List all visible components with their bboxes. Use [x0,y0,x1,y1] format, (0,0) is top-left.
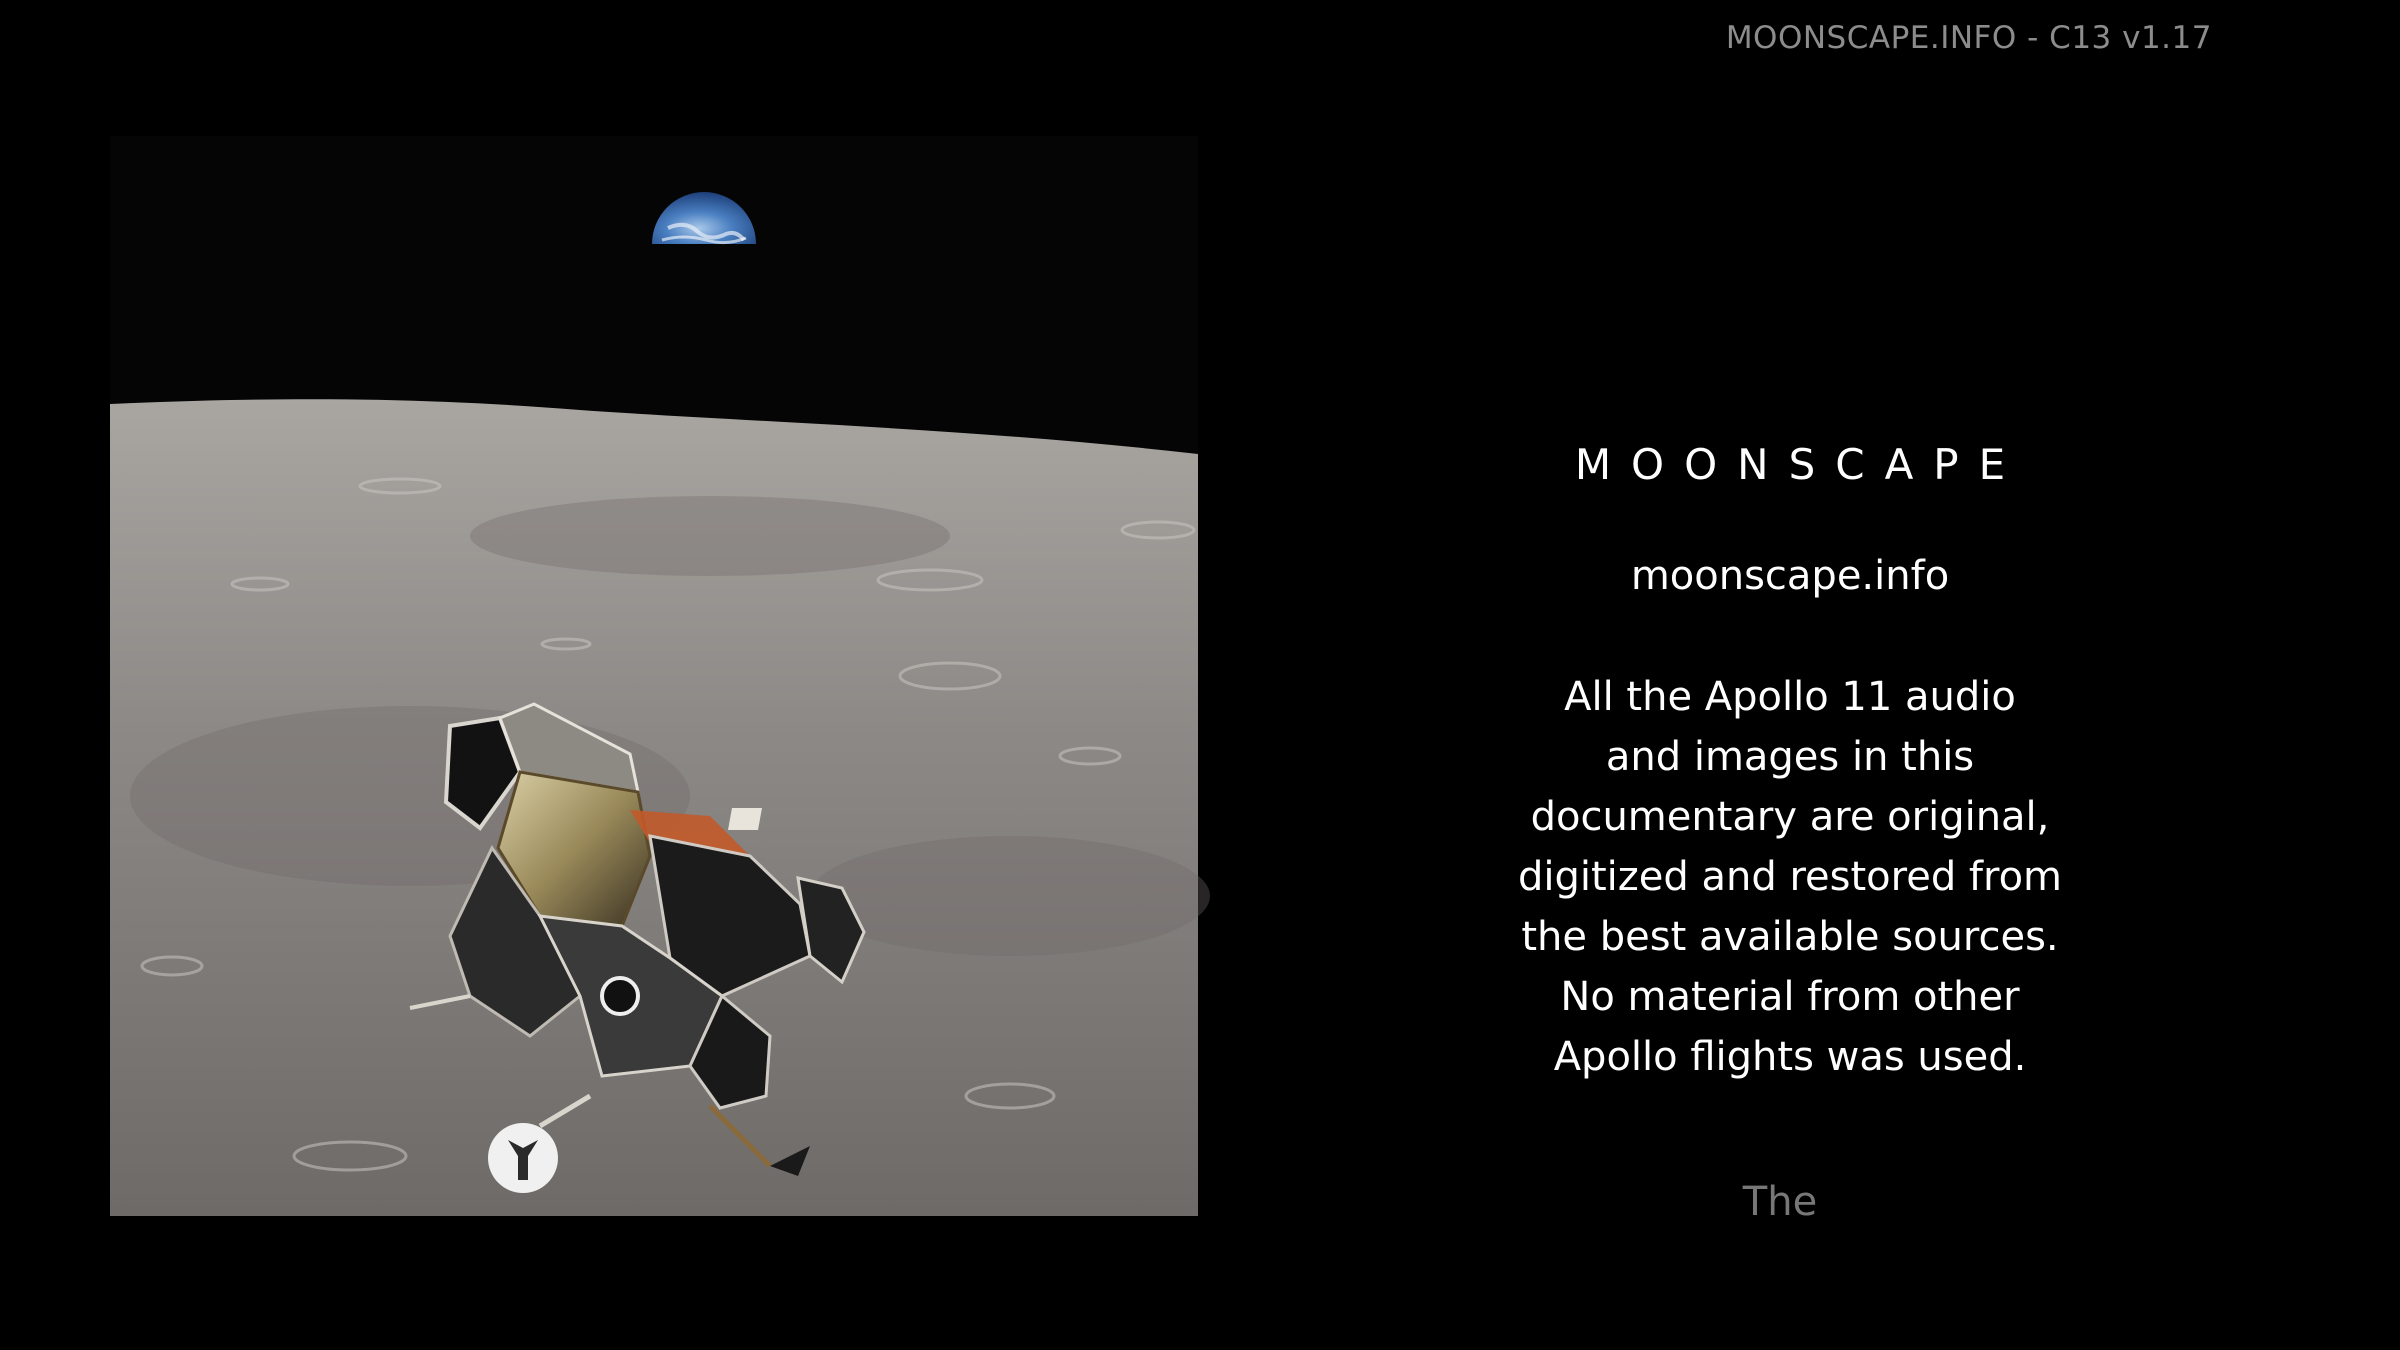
description-line: digitized and restored from [1517,854,2063,900]
info-panel [1440,440,2140,1087]
description-line: No material from other [1560,974,2020,1020]
description-line: Apollo flights was used. [1553,1034,2027,1080]
apollo-photo [110,136,1198,1216]
description-line: and images in this [1605,734,1975,780]
version-label: MOONSCAPE.INFO - C13 v1.17 [1725,20,2212,56]
description-line: All the Apollo 11 audio [1564,674,2016,720]
site-title: MOONSCAPE [1574,440,2026,489]
description-text [1510,667,2070,1087]
scrolling-text-fade: The [1742,1179,1818,1225]
apollo-mission-logo [488,1123,558,1193]
description-line: documentary are original, [1530,794,2050,840]
site-url-link[interactable]: moonscape.info [1630,553,1950,599]
description-line: the best available sources. [1521,914,2059,960]
